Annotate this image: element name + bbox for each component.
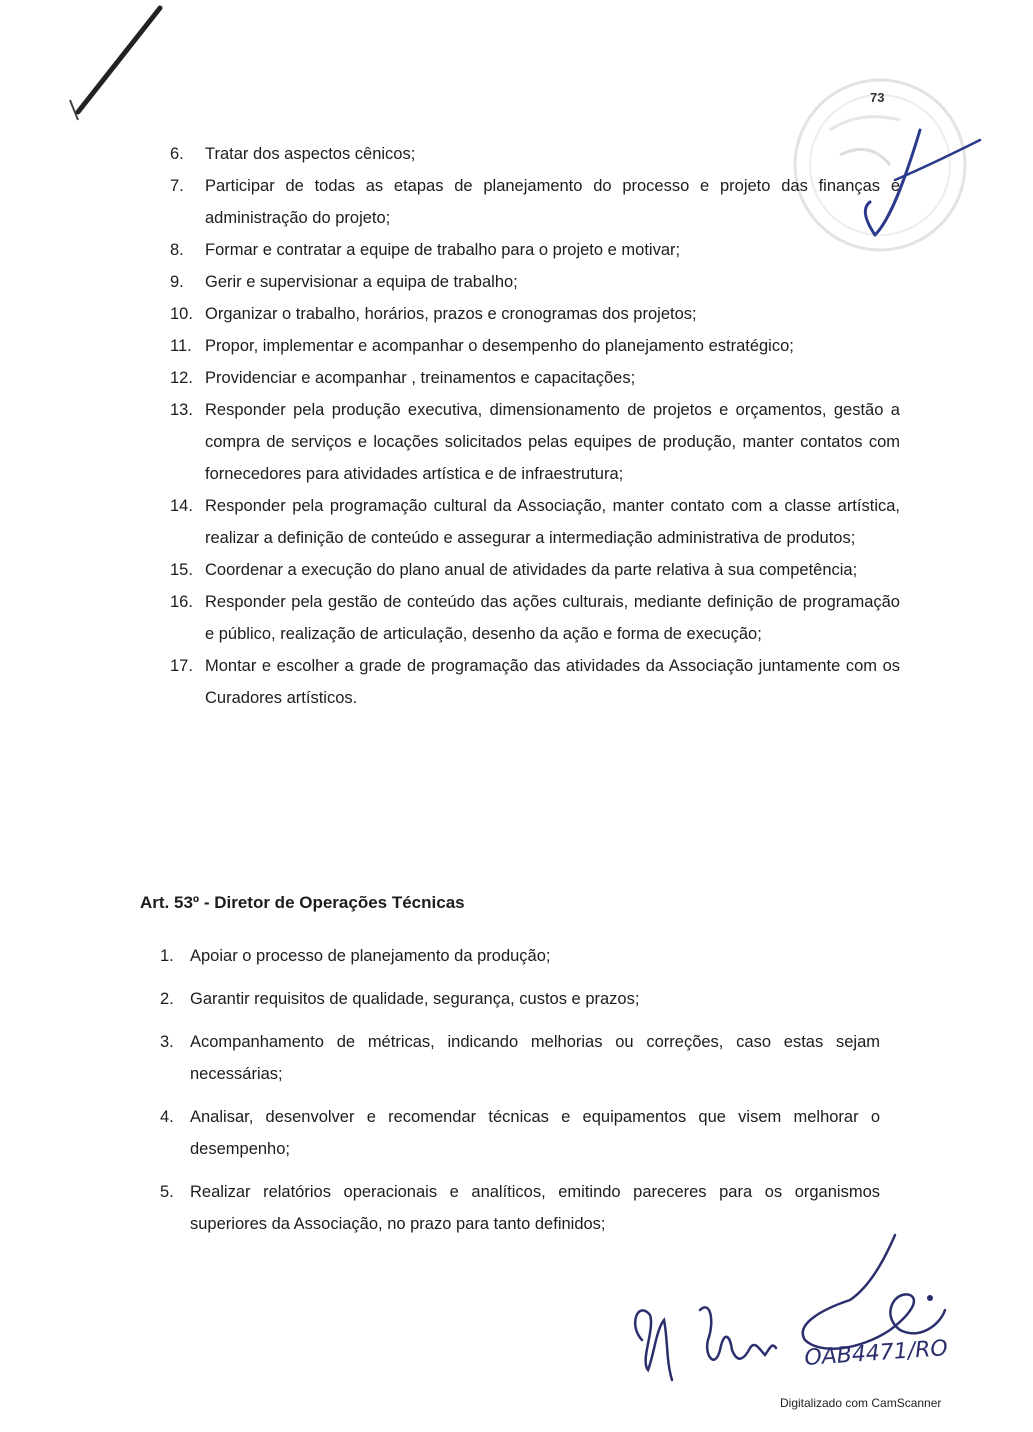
- item-number: 16.: [170, 593, 193, 611]
- list-item: [170, 298, 900, 330]
- list-item: [160, 1101, 880, 1165]
- list-item: [170, 650, 900, 714]
- item-text: Analisar, desenvolver e recomendar técnicas e equipamentos que visem melhorar o desempenho;: [190, 1108, 880, 1158]
- item-number: 12.: [170, 369, 193, 387]
- list-item: [170, 554, 900, 586]
- list-item: [160, 983, 880, 1015]
- handwritten-signatures: [620, 1230, 1000, 1400]
- list-item: [170, 490, 900, 554]
- scanner-watermark: Digitalizado com CamScanner: [780, 1396, 942, 1410]
- item-text: Responder pela produção executiva, dimensionamento de projetos e orçamentos, gestão a compra de serviços e locações solicitados pelas equipes de produção, manter contatos com fornecedores para atividades artística e de infraestrutura;: [205, 401, 900, 483]
- item-number: 10.: [170, 305, 193, 323]
- item-number: 3.: [160, 1033, 174, 1051]
- technical-director-duties-list: [160, 940, 880, 1251]
- list-item: [160, 940, 880, 972]
- item-text: Responder pela gestão de conteúdo das ações culturais, mediante definição de programação e público, realização de articulação, desenho da ação e forma de execução;: [205, 593, 900, 643]
- item-number: 6.: [170, 145, 184, 163]
- item-text: Organizar o trabalho, horários, prazos e cronogramas dos projetos;: [205, 305, 697, 323]
- page-number: 73: [870, 90, 885, 105]
- item-text: Garantir requisitos de qualidade, segurança, custos e prazos;: [190, 990, 640, 1008]
- list-item: [170, 586, 900, 650]
- duties-list-continued: [170, 138, 900, 714]
- list-item: [170, 362, 900, 394]
- list-item: [170, 394, 900, 490]
- item-text: Responder pela programação cultural da Associação, manter contato com a classe artística, realizar a definição de conteúdo e assegurar a intermediação administrativa de produtos;: [205, 497, 900, 547]
- item-text: Gerir e supervisionar a equipa de trabalho;: [205, 273, 518, 291]
- list-item: [170, 330, 900, 362]
- list-item: [170, 170, 900, 234]
- item-text: Montar e escolher a grade de programação das atividades da Associação juntamente com os Curadores artísticos.: [205, 657, 900, 707]
- item-text: Apoiar o processo de planejamento da produção;: [190, 947, 551, 965]
- item-number: 4.: [160, 1108, 174, 1126]
- item-text: Tratar dos aspectos cênicos;: [205, 145, 416, 163]
- item-text: Formar e contratar a equipe de trabalho para o projeto e motivar;: [205, 241, 681, 259]
- item-number: 11.: [170, 337, 192, 355]
- item-text: Acompanhamento de métricas, indicando melhorias ou correções, caso estas sejam necessárias;: [190, 1033, 880, 1083]
- corner-fold-mark: [0, 0, 190, 150]
- list-item: [160, 1026, 880, 1090]
- list-item: [170, 138, 900, 170]
- item-number: 13.: [170, 401, 193, 419]
- item-number: 17.: [170, 657, 193, 675]
- item-number: 7.: [170, 177, 184, 195]
- item-number: 2.: [160, 990, 174, 1008]
- item-text: Realizar relatórios operacionais e analíticos, emitindo pareceres para os organismos superiores da Associação, no prazo para tanto definidos;: [190, 1183, 880, 1233]
- item-number: 1.: [160, 947, 174, 965]
- item-number: 14.: [170, 497, 193, 515]
- article-heading: Art. 53º - Diretor de Operações Técnicas: [140, 893, 465, 912]
- item-number: 9.: [170, 273, 184, 291]
- item-text: Propor, implementar e acompanhar o desempenho do planejamento estratégico;: [205, 337, 794, 355]
- item-number: 5.: [160, 1183, 174, 1201]
- item-text: Providenciar e acompanhar , treinamentos e capacitações;: [205, 369, 636, 387]
- list-item: [170, 234, 900, 266]
- item-number: 15.: [170, 561, 193, 579]
- item-text: Coordenar a execução do plano anual de atividades da parte relativa à sua competência;: [205, 561, 858, 579]
- svg-text:OAB4471/RO: OAB4471/RO: [803, 1336, 949, 1371]
- item-number: 8.: [170, 241, 184, 259]
- item-text: Participar de todas as etapas de planejamento do processo e projeto das finanças e administração do projeto;: [205, 177, 900, 227]
- list-item: [170, 266, 900, 298]
